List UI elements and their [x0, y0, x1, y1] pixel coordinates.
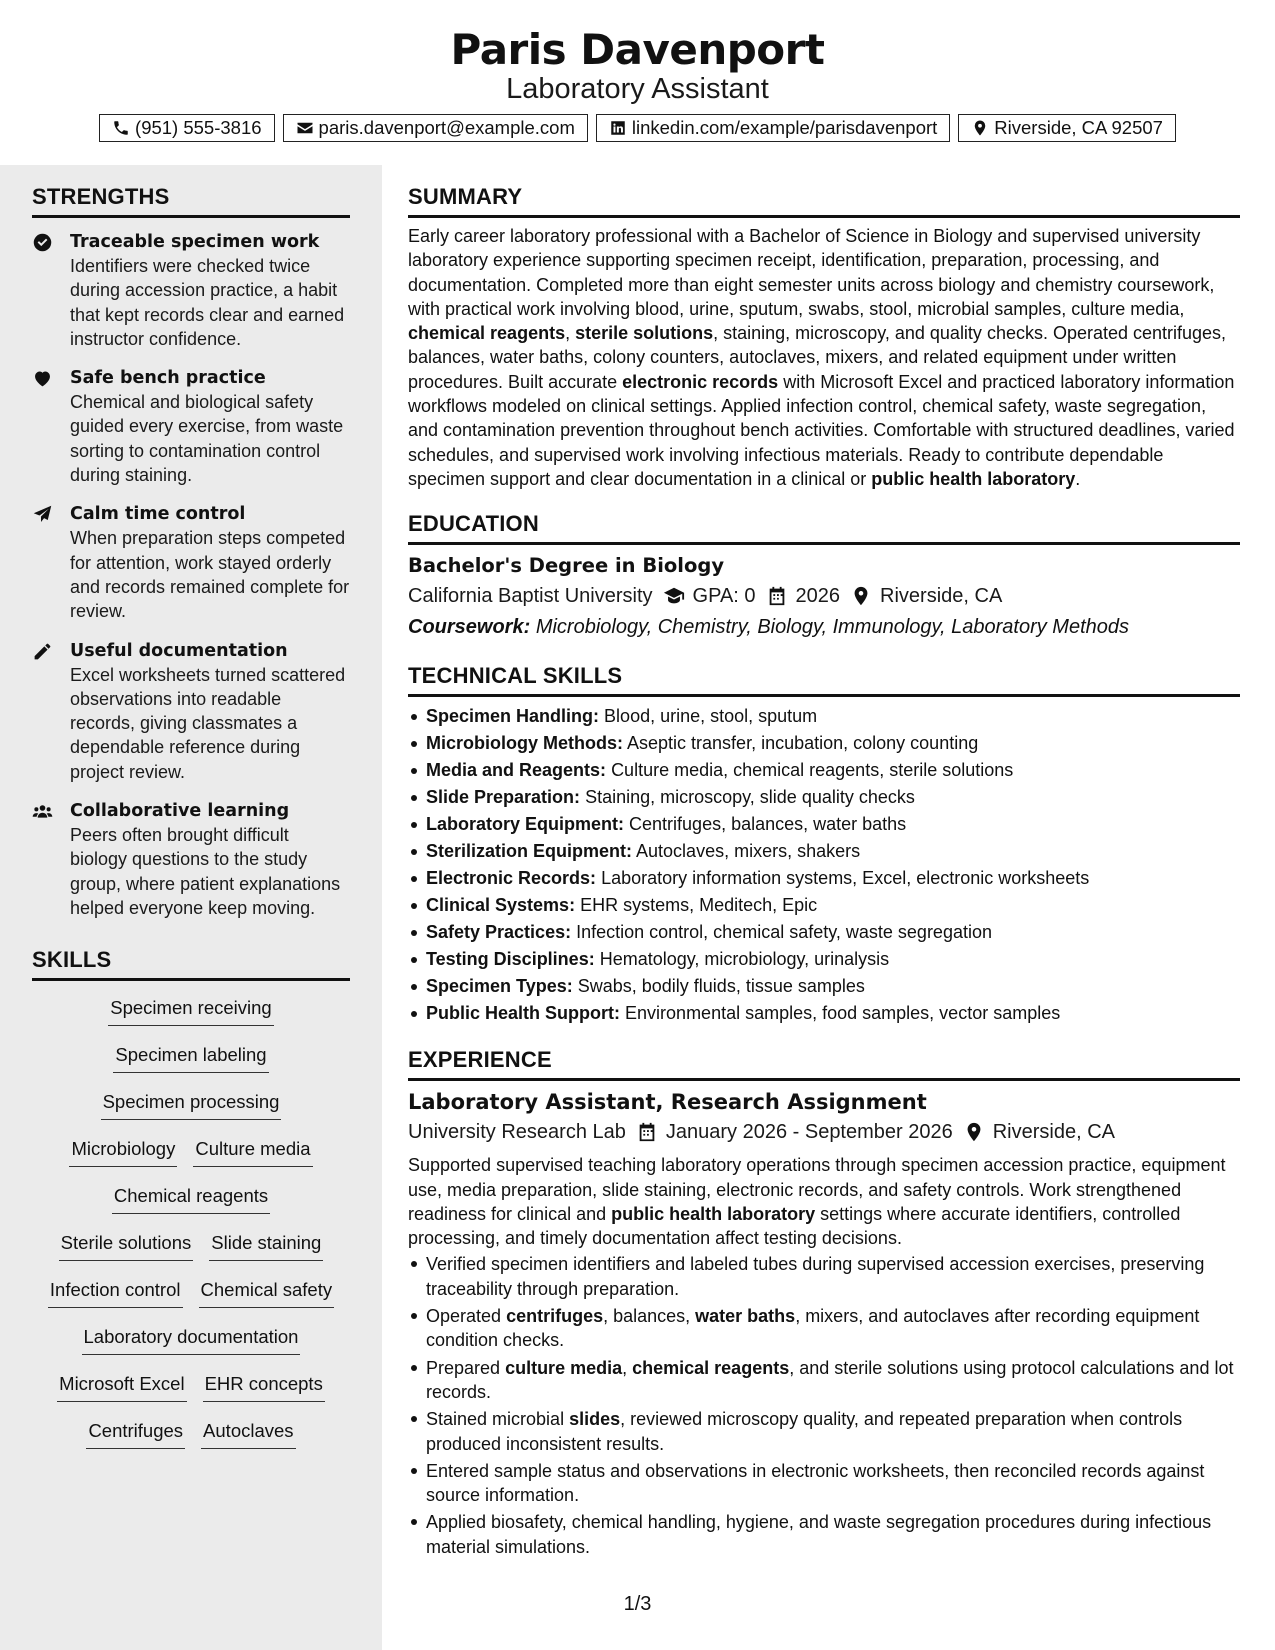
- job-title: Laboratory Assistant, Research Assignment: [408, 1090, 927, 1115]
- skill-chip: Chemical safety: [199, 1271, 335, 1308]
- candidate-name: Paris Davenport: [450, 25, 825, 74]
- school-name: California Baptist University: [408, 585, 653, 608]
- list-item: Testing Disciplines: Hematology, microbiology, urinalysis: [426, 946, 1240, 973]
- experience-heading: EXPERIENCE: [408, 1045, 1240, 1081]
- linkedin-text: linkedin.com/example/parisdavenport: [631, 117, 938, 138]
- skill-chip: Specimen receiving: [108, 989, 273, 1026]
- candidate-title: Laboratory Assistant: [506, 73, 769, 105]
- contact-email[interactable]: [283, 114, 588, 142]
- location-text: Riverside, CA 92507: [994, 117, 1163, 138]
- strength-title: Useful documentation: [70, 640, 288, 661]
- list-item: Verified specimen identifiers and labeled tubes during supervised accession exercises, preserving traceability through preparation.: [426, 1252, 1240, 1301]
- education-heading: EDUCATION: [408, 509, 1240, 545]
- strength-item: [32, 366, 350, 487]
- job-location: Riverside, CA: [992, 1121, 1115, 1144]
- skill-chip: EHR concepts: [203, 1365, 325, 1402]
- strength-title: Collaborative learning: [70, 801, 290, 822]
- email-text: paris.davenport@example.com: [318, 117, 575, 138]
- technical-skills-heading: TECHNICAL SKILLS: [408, 661, 1240, 697]
- phone-icon: [112, 119, 130, 137]
- page-number: 1/3: [623, 1593, 652, 1615]
- coursework: Coursework: Microbiology, Chemistry, Biology, Immunology, Laboratory Methods: [408, 616, 1130, 639]
- list-item: Specimen Handling: Blood, urine, stool, sputum: [426, 703, 1240, 730]
- skill-chip: Specimen processing: [101, 1083, 282, 1120]
- list-item: Safety Practices: Infection control, chemical safety, waste segregation: [426, 919, 1240, 946]
- strength-title: Calm time control: [70, 504, 246, 525]
- education-section: [408, 509, 1240, 643]
- strength-item: [32, 639, 350, 784]
- list-item: Media and Reagents: Culture media, chemical reagents, sterile solutions: [426, 757, 1240, 784]
- list-item: Prepared culture media, chemical reagents, and sterile solutions using protocol calculations and lot records.: [426, 1356, 1240, 1405]
- check-circle-icon: [32, 232, 53, 253]
- main-content: [408, 182, 1240, 1577]
- graduation-cap-icon: [663, 585, 685, 607]
- technical-skills-list: [408, 703, 1240, 1027]
- heart-icon: [32, 368, 53, 389]
- list-item: Stained microbial slides, reviewed microscopy quality, and repeated preparation when controls produced inconsistent results.: [426, 1407, 1240, 1456]
- skill-chip: Laboratory documentation: [82, 1318, 301, 1355]
- technical-skills-section: [408, 661, 1240, 1027]
- graduation-year: 2026: [795, 585, 841, 608]
- list-item: Electronic Records: Laboratory information systems, Excel, electronic worksheets: [426, 865, 1240, 892]
- list-item: Slide Preparation: Staining, microscopy, slide quality checks: [426, 784, 1240, 811]
- summary-heading: SUMMARY: [408, 182, 1240, 218]
- skill-chip: Centrifuges: [86, 1412, 185, 1449]
- strength-text: Identifiers were checked twice during accession practice, a habit that kept records clear and earned instructor confidence.: [70, 256, 345, 349]
- list-item: Laboratory Equipment: Centrifuges, balances, water baths: [426, 811, 1240, 838]
- education-meta: [408, 581, 1240, 611]
- strength-text: Chemical and biological safety guided every exercise, from waste sorting to contamination control during staining.: [70, 392, 344, 486]
- contact-bar: [0, 114, 1275, 142]
- strength-text: Peers often brought difficult biology questions to the study group, where patient explanations helped everyone keep moving.: [70, 825, 341, 918]
- degree-title: Bachelor's Degree in Biology: [408, 554, 725, 578]
- school-location: Riverside, CA: [880, 585, 1003, 608]
- map-pin-icon: [850, 585, 872, 607]
- strength-item: [32, 502, 350, 623]
- skills-list: [32, 989, 350, 1459]
- gpa-text: GPA: 0: [692, 585, 756, 608]
- skill-chip: Microsoft Excel: [57, 1365, 186, 1402]
- pencil-icon: [32, 641, 53, 662]
- list-item: Specimen Types: Swabs, bodily fluids, tissue samples: [426, 973, 1240, 1000]
- job-dates: January 2026 - September 2026: [665, 1121, 953, 1144]
- list-item: Sterilization Equipment: Autoclaves, mixers, shakers: [426, 838, 1240, 865]
- list-item: Public Health Support: Environmental samples, food samples, vector samples: [426, 1000, 1240, 1027]
- list-item: Clinical Systems: EHR systems, Meditech, Epic: [426, 892, 1240, 919]
- summary-section: [408, 182, 1240, 491]
- job-description: Supported supervised teaching laboratory operations through specimen accession practice, equipment use, media preparation, slide staining, electronic records, and safety controls. Work strengthened readiness for clinical and public health laboratory settings where accurate identifiers, controlled processing, and timely documentation affect testing decisions.: [408, 1155, 1226, 1249]
- strength-text: Excel worksheets turned scattered observations into readable records, giving classmates a dependable reference during project review.: [70, 664, 346, 782]
- map-pin-icon: [971, 119, 989, 137]
- contact-phone[interactable]: [99, 114, 275, 142]
- skills-heading: SKILLS: [32, 945, 350, 981]
- contact-linkedin[interactable]: [596, 114, 950, 142]
- envelope-icon: [296, 119, 314, 137]
- skill-chip: Microbiology: [69, 1130, 177, 1167]
- skill-chip: Infection control: [48, 1271, 183, 1308]
- list-item: Applied biosafety, chemical handling, hygiene, and waste segregation procedures during infectious material simulations.: [426, 1510, 1240, 1559]
- calendar-icon: [636, 1121, 658, 1143]
- strengths-heading: STRENGTHS: [32, 182, 350, 218]
- strengths-list: [32, 230, 350, 920]
- skill-chip: Autoclaves: [201, 1412, 296, 1449]
- strength-item: [32, 799, 350, 920]
- job-bullets: [408, 1252, 1240, 1559]
- users-icon: [32, 801, 53, 822]
- summary-text: Early career laboratory professional with a Bachelor of Science in Biology and supervised university laboratory experience supporting specimen receipt, identification, preparation, processing, and documentation. Completed more than eight semester units across biology and chemistry coursework, with practical work involving blood, urine, sputum, swabs, stool, microbial samples, culture media, chemical reagents, sterile solutions, staining, microscopy, and quality checks. Operated centrifuges, balances, water baths, colony counters, autoclaves, mixers, and related equipment under written procedures. Built accurate electronic records with Microsoft Excel and practiced laboratory information workflows modeled on clinical settings. Applied infection control, chemical safety, waste segregation, and contamination prevention throughout bench activities. Comfortable with structured deadlines, varied schedules, and supervised work involving infectious materials. Ready to contribute dependable specimen support and clear documentation in a clinical or public health laboratory.: [408, 226, 1235, 489]
- list-item: Entered sample status and observations in electronic worksheets, then reconciled records against source information.: [426, 1459, 1240, 1508]
- calendar-icon: [766, 585, 788, 607]
- sidebar: [0, 165, 382, 1650]
- phone-text: (951) 555-3816: [135, 117, 262, 138]
- skill-chip: Sterile solutions: [59, 1224, 194, 1261]
- job-meta: [408, 1117, 1240, 1147]
- contact-location: [958, 114, 1176, 142]
- experience-section: [408, 1045, 1240, 1559]
- list-item: Operated centrifuges, balances, water baths, mixers, and autoclaves after recording equipment condition checks.: [426, 1304, 1240, 1353]
- employer-name: University Research Lab: [408, 1121, 626, 1144]
- skill-chip: Chemical reagents: [112, 1177, 270, 1214]
- skill-chip: Culture media: [193, 1130, 312, 1167]
- strength-title: Safe bench practice: [70, 368, 266, 389]
- list-item: Microbiology Methods: Aseptic transfer, incubation, colony counting: [426, 730, 1240, 757]
- linkedin-icon: [609, 119, 627, 137]
- paper-plane-icon: [32, 504, 53, 525]
- skill-chip: Slide staining: [209, 1224, 323, 1261]
- skill-chip: Specimen labeling: [113, 1036, 268, 1073]
- resume-header: [0, 0, 1275, 165]
- map-pin-icon: [963, 1121, 985, 1143]
- strength-title: Traceable specimen work: [70, 232, 320, 252]
- strength-text: When preparation steps competed for attention, work stayed orderly and records remained complete for review.: [70, 528, 350, 622]
- strength-item: [32, 230, 350, 351]
